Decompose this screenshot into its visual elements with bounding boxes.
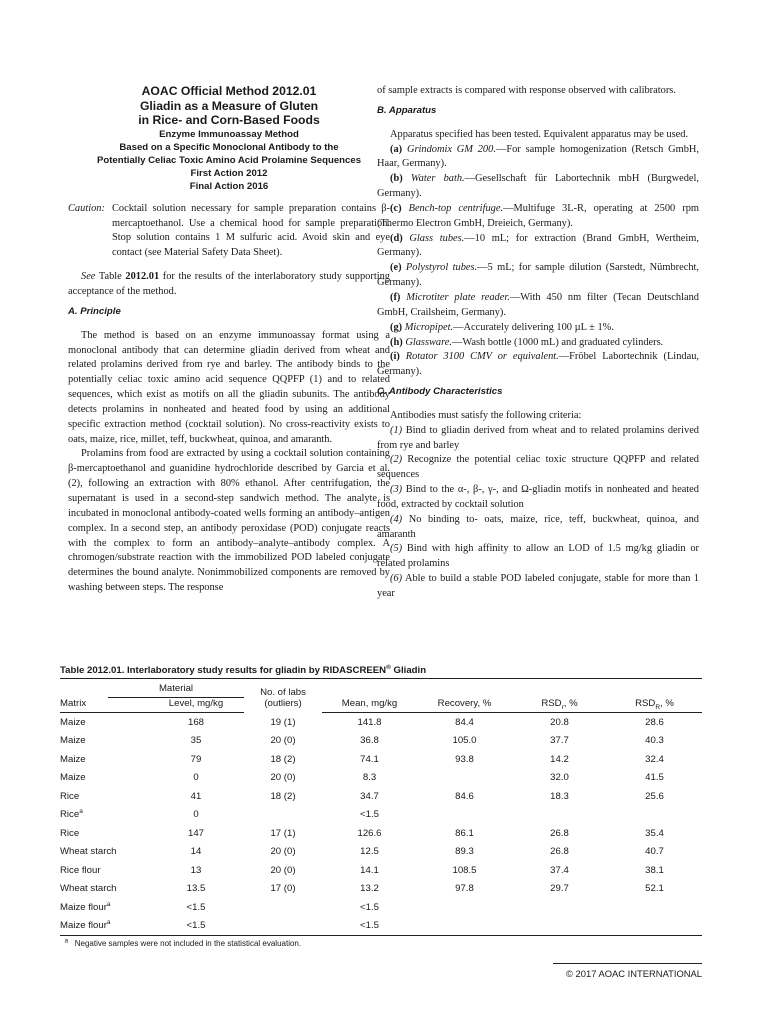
antibody-criterion: (2) Recognize the potential celiac toxic structure QQPFP and related sequences [377, 454, 699, 481]
rsdR-cell: 52.1 [645, 883, 664, 895]
level-cell: 0 [193, 809, 199, 821]
recovery-cell: 97.8 [455, 883, 474, 895]
apparatus-item: (e) Polystyrol tubes.—5 mL; for sample dilution (Sarstedt, Nümbrecht, Germany). [377, 262, 699, 289]
level-cell: 79 [190, 753, 202, 765]
material-header: Material [148, 679, 244, 698]
principle-paragraph-1: The method is based on an enzyme immunoassay format using a monoclonal antibody that can determine gliadin derived from wheat and related prolamins derived from rye and barley. The antibody binds to the potentially celiac toxic amino acid sequence QQPFP (1) and to related sequences, which exist as motifs on all the gliadin subunits. The antibody detects prolamins in nonheated and heated food by using an additional specific extraction method (cocktail solution). No cross-reactivity exists to oats, maize, rice, millet, teff, buckwheat, quinoa, and amaranth. [68, 329, 390, 445]
recovery-cell [417, 806, 512, 825]
apparatus-item: (a) Grindomix GM 200.—For sample homogenization (Retsch GmbH, Haar, Germany). [377, 143, 700, 170]
rsdR-cell [607, 898, 702, 917]
apparatus-intro: Apparatus specified has been tested. Equivalent apparatus may be used. [390, 128, 689, 140]
mean-cell: 34.7 [360, 790, 379, 802]
results-table [60, 679, 702, 936]
matrix-cell: Maize [60, 735, 86, 747]
table-body [60, 713, 702, 936]
matrix-cell: Maize [60, 753, 86, 765]
table-row [60, 713, 702, 732]
table-row [60, 861, 702, 880]
table-row [60, 806, 702, 825]
principle-paragraph-2: Prolamins from food are extracted by using a cocktail solution containing β-mercaptoethanol and guanidine hydrochloride described by Garcia et al. (2), following an extraction with 80% ethanol. After centrifugation, the supernatant is used in a second-step sandwich method. The analyte is incubated in monoclonal antibody-coated wells forming an antibody–antigen complex. In a second step, an antibody peroxidase (POD) conjugate reacts with the complex to form an antibody–analyte–antibody complex. A chromogen/substrate reaction with the immobilized POD labeled conjugate determines the bound analyte. Nonimmobilized components are removed by washing between steps. The response [68, 448, 390, 594]
labs-header: No. of labs (outliers) [260, 686, 306, 709]
matrix-cell: Maize [60, 772, 86, 784]
mean-cell: 14.1 [360, 864, 379, 876]
matrix-cell: Wheat starch [60, 883, 117, 895]
labs-cell: 20 (0) [270, 846, 296, 858]
table-row [60, 880, 702, 899]
mean-cell: <1.5 [322, 917, 417, 936]
table-row [60, 769, 702, 788]
see-word: See [81, 271, 96, 283]
rsdr-cell: 32.0 [550, 772, 569, 784]
rsdr-cell [512, 898, 607, 917]
labs-cell [244, 917, 322, 936]
recovery-cell [417, 769, 512, 788]
rsdr-cell: 37.4 [550, 864, 569, 876]
recovery-cell: 93.8 [455, 753, 474, 765]
apparatus-item: (h) Glassware.—Wash bottle (1000 mL) and graduated cylinders. [390, 336, 664, 348]
rsdr-cell [512, 806, 607, 825]
rsdR-cell [607, 806, 702, 825]
subtitle-line-1: Enzyme Immunoassay Method [159, 128, 299, 140]
mean-cell: 12.5 [360, 846, 379, 858]
mean-cell: <1.5 [360, 901, 379, 913]
antibody-criterion: (3) Bind to the α-, β-, γ-, and Ω-gliadin motifs in nonheated and heated food, extracted by cocktail solution [377, 484, 699, 510]
level-cell: <1.5 [186, 901, 206, 913]
principle-heading: A. Principle [68, 305, 121, 317]
antibody-intro: Antibodies must satisfy the following criteria: [390, 409, 582, 421]
recovery-cell: 86.1 [455, 827, 474, 839]
mean-cell: 13.2 [360, 883, 379, 895]
rsdr-header: $RSD_r$, % [512, 698, 607, 713]
apparatus-item: (d) Glass tubes.—10 mL; for extraction (Brand GmbH, Wertheim, Germany). [377, 232, 699, 259]
matrix-cell: Wheat starch [60, 846, 117, 858]
matrix-header: Matrix [60, 698, 148, 713]
apparatus-list [377, 143, 699, 381]
labs-cell: 17 (1) [270, 827, 296, 839]
copyright-footer: © 2017 AOAC INTERNATIONAL [553, 963, 702, 979]
level-cell: 14 [190, 846, 202, 858]
level-cell: 35 [190, 735, 202, 747]
see-table-pre: Table [95, 271, 126, 283]
rsdR-cell: 35.4 [645, 827, 664, 839]
table-row [60, 843, 702, 862]
matrix-cell: Rice [60, 790, 80, 802]
rsdr-cell: 26.8 [550, 827, 569, 839]
mean-cell: 8.3 [362, 772, 377, 784]
title-line-1: AOAC Official Method 2012.01 [141, 84, 317, 98]
level-cell: 0 [193, 772, 199, 784]
antibody-heading: C. Antibody Characteristics [377, 386, 503, 398]
recovery-cell: 105.0 [452, 735, 477, 747]
caution-note [68, 202, 390, 261]
table-row [60, 787, 702, 806]
mean-cell: 74.1 [360, 753, 379, 765]
principle-paragraph-2-continued: of sample extracts is compared with response observed with calibrators. [377, 85, 676, 96]
method-title [68, 84, 390, 128]
table-row [60, 732, 702, 751]
rsdR-cell: 38.1 [645, 864, 664, 876]
rsdr-cell [512, 917, 607, 936]
mean-cell: 126.6 [357, 827, 382, 839]
table-row [60, 898, 702, 917]
mean-header: Mean, mg/kg [322, 698, 417, 713]
labs-cell: 18 (2) [270, 753, 296, 765]
table-footnote: $^a$ Negative samples were not included in the statistical evaluation. [64, 937, 302, 948]
subtitle-line-4: First Action 2012 [190, 167, 268, 179]
antibody-criteria-list [377, 424, 699, 602]
rsdR-cell: 40.3 [645, 735, 664, 747]
rsdR-cell: 40.7 [645, 846, 664, 858]
level-cell: <1.5 [148, 917, 244, 936]
matrix-cell: Rice flour [60, 864, 101, 876]
left-column [68, 84, 390, 596]
table-row [60, 824, 702, 843]
apparatus-item: (f) Microtiter plate reader.—With 450 nm filter (Tecan Deutschland GmbH, Crailsheim, Germany). [377, 291, 699, 318]
labs-cell: 20 (0) [270, 735, 296, 747]
recovery-cell [417, 917, 512, 936]
recovery-cell: 108.5 [452, 864, 477, 876]
caution-text: Cocktail solution necessary for sample preparation contains β-mercaptoethanol. Use a chemical hood for sample preparation. Stop solution contains 1 M sulfuric acid. Avoid skin and eye contact (see Material Safety Data Sheet). [112, 202, 390, 259]
rsdr-cell: 37.7 [550, 735, 569, 747]
matrix-cell: Maize flour$^a$ [60, 917, 148, 936]
mean-cell: <1.5 [360, 809, 379, 821]
table-row [60, 917, 702, 936]
rsdr-cell: 14.2 [550, 753, 569, 765]
subtitle-line-2: Based on a Specific Monoclonal Antibody to the [119, 141, 339, 153]
method-subtitle [68, 128, 390, 193]
recovery-cell: 89.3 [455, 846, 474, 858]
antibody-criterion: (4) No binding to- oats, maize, rice, teff, buckwheat, quinoa, and amaranth [377, 513, 699, 540]
rsdR-cell: 25.6 [645, 790, 664, 802]
rsdR-cell [607, 917, 702, 936]
subtitle-line-5: Final Action 2016 [189, 180, 269, 192]
rsdR-cell: 41.5 [645, 772, 664, 784]
results-table-block [60, 664, 702, 948]
see-table-paragraph [68, 270, 390, 300]
matrix-cell: Maize flour$^a$ [60, 900, 111, 913]
right-column [377, 84, 699, 602]
rsdr-cell: 29.7 [550, 883, 569, 895]
see-table-post: for the results of the interlaboratory study supporting acceptance of the method. [68, 271, 390, 297]
antibody-criterion: (1) Bind to gliadin derived from wheat and to related prolamins derived from rye and barley [377, 424, 699, 451]
rsdR-cell: 32.4 [645, 753, 664, 765]
apparatus-heading: B. Apparatus [377, 104, 437, 116]
recovery-cell: 84.6 [455, 790, 474, 802]
title-line-3: in Rice- and Corn-Based Foods [138, 113, 320, 128]
labs-cell [244, 898, 322, 917]
labs-cell: 18 (2) [270, 790, 296, 802]
level-header: Level, mg/kg [148, 698, 244, 713]
apparatus-item: (g) Micropipet.—Accurately delivering 100 µL ± 1%. [390, 321, 614, 333]
level-cell: 168 [187, 716, 204, 728]
matrix-cell: Rice$^a$ [60, 808, 83, 821]
recovery-header: Recovery, % [417, 698, 512, 713]
rsdR-header: $RSD_R$, % [607, 698, 702, 713]
subtitle-line-3: Potentially Celiac Toxic Amino Acid Prolamine Sequences [96, 154, 362, 166]
apparatus-item: (i) Rotator 3100 CMV or equivalent.—Fröbel Labortechnik (Lindau, Germany). [377, 351, 699, 378]
matrix-cell: Maize [60, 716, 86, 728]
mean-cell: 141.8 [357, 716, 382, 728]
apparatus-item: (c) Bench-top centrifuge.—Multifuge 3L-R, operating at 2500 rpm (Thermo Electron GmbH, Dreieich, Germany). [377, 202, 699, 229]
rsdR-cell: 28.6 [645, 716, 664, 728]
antibody-criterion: (5) Bind with high affinity to allow an LOD of 1.5 mg/kg gliadin or related prolamins [377, 543, 699, 570]
rsdr-cell: 18.3 [550, 790, 569, 802]
matrix-cell: Rice [60, 827, 80, 839]
recovery-cell: 84.4 [455, 716, 474, 728]
labs-cell: 19 (1) [270, 716, 296, 728]
table-row [60, 750, 702, 769]
labs-cell: 20 (0) [270, 772, 296, 784]
mean-cell: 36.8 [360, 735, 379, 747]
apparatus-item: (b) Water bath.—Gesellschaft für Labortechnik mbH (Burgwedel, Germany). [377, 173, 700, 200]
rsdr-cell: 26.8 [550, 846, 569, 858]
table-caption: Table 2012.01. Interlaboratory study results for gliadin by RIDASCREEN® Gliadin [60, 663, 427, 676]
labs-cell: 20 (0) [270, 864, 296, 876]
labs-cell [244, 806, 322, 825]
level-cell: 13.5 [186, 883, 206, 895]
antibody-criterion: (6) Able to build a stable POD labeled conjugate, stable for more than 1 year [377, 573, 699, 599]
rsdr-cell: 20.8 [550, 716, 569, 728]
recovery-cell [417, 898, 512, 917]
table-reference: 2012.01 [125, 271, 160, 283]
caution-label: Caution: [68, 202, 105, 214]
labs-cell: 17 (0) [270, 883, 296, 895]
level-cell: 147 [187, 827, 204, 839]
title-line-2: Gliadin as a Measure of Gluten [139, 98, 319, 113]
level-cell: 13 [190, 864, 202, 876]
level-cell: 41 [190, 790, 202, 802]
